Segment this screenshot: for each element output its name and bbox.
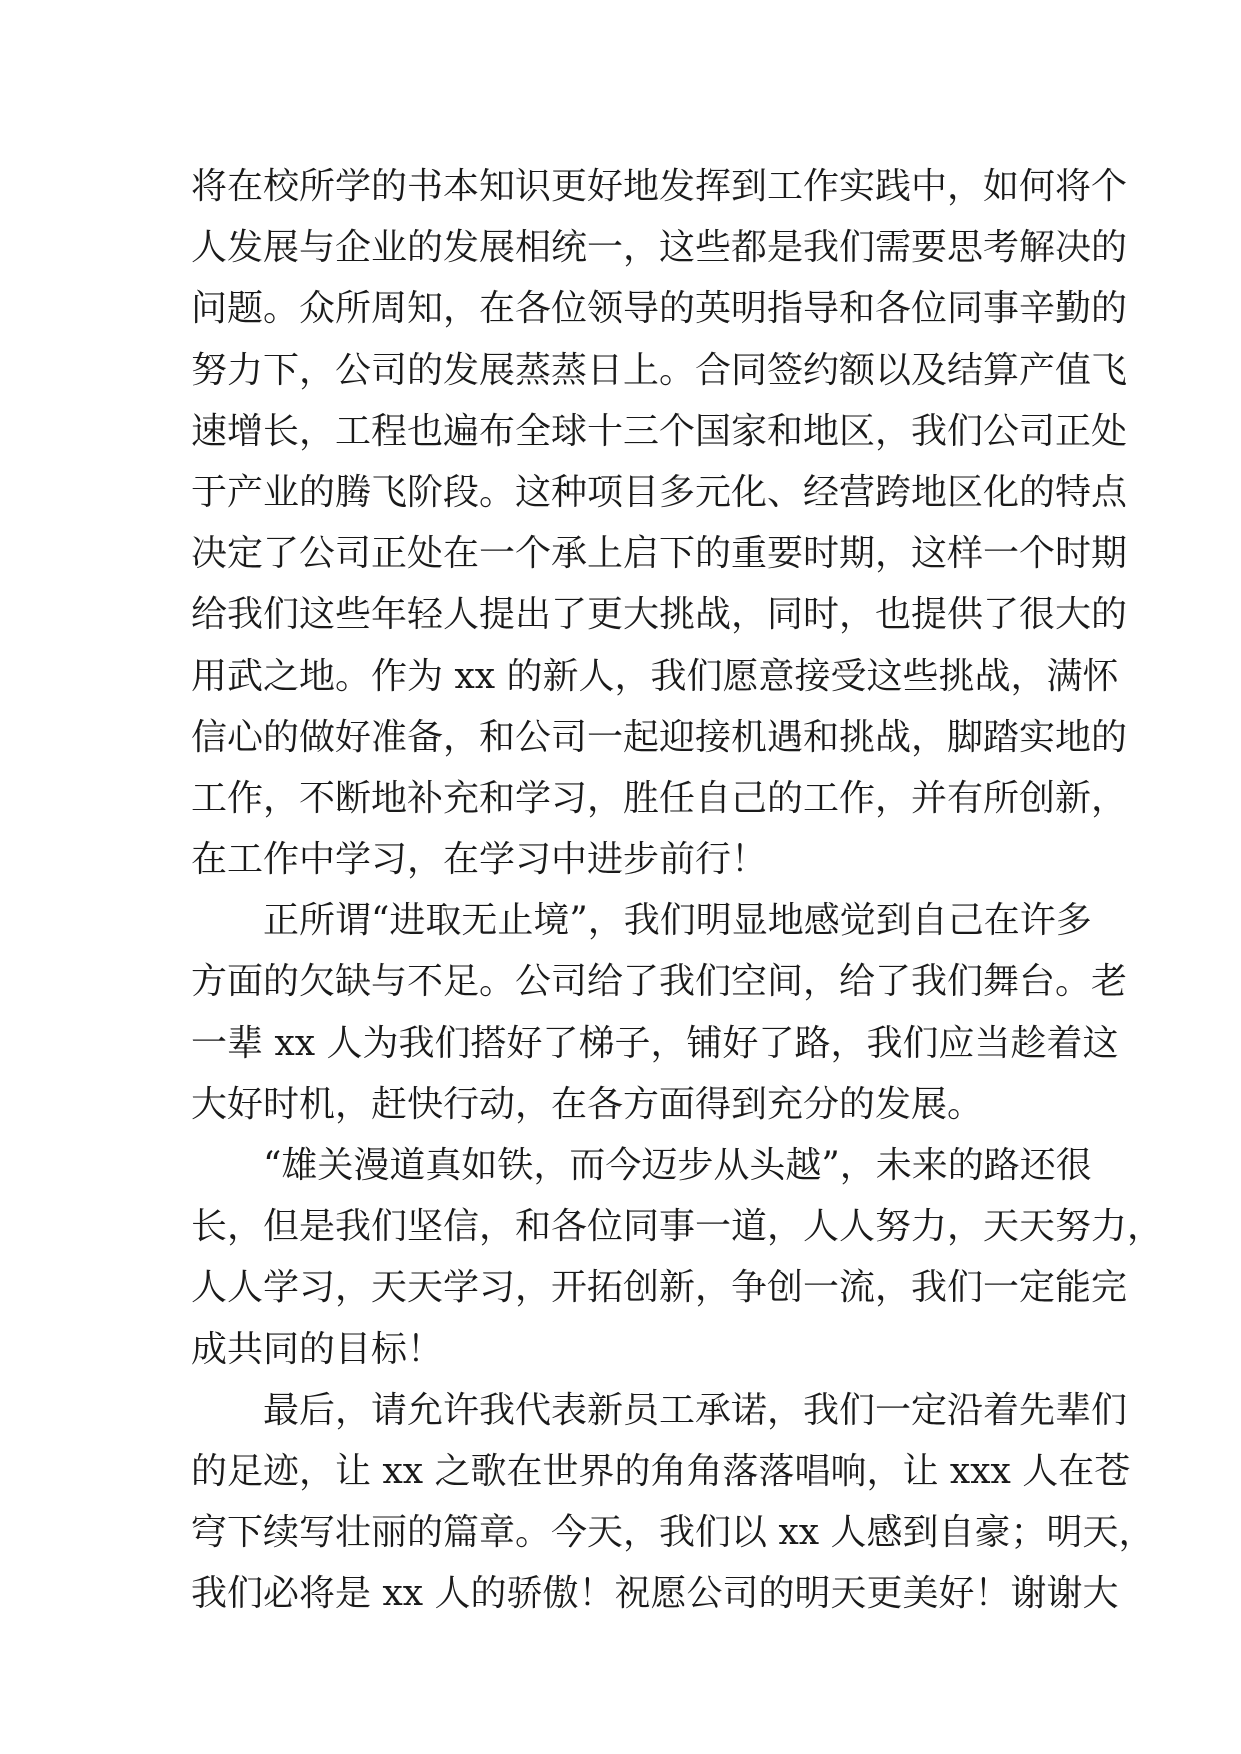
text-line: “雄关漫道真如铁，而今迈步从头越”，未来的路还很 [263, 1145, 1092, 1186]
text-line: 大好时机，赶快行动，在各方面得到充分的发展。 [191, 1083, 984, 1125]
paragraph-2 [191, 890, 1128, 1135]
text-line: 在工作中学习，在学习中进步前行！ [191, 839, 768, 881]
paragraph-1 [191, 156, 1128, 890]
text-line: 工作，不断地补充和学习，胜任自己的工作，并有所创新， [191, 777, 1128, 819]
text-line: 成共同的目标！ [191, 1328, 444, 1370]
text-line: 信心的做好准备，和公司一起迎接机遇和挑战，脚踏实地的 [191, 716, 1128, 758]
text-line: 人发展与企业的发展相统一，这些都是我们需要思考解决的 [191, 227, 1128, 269]
text-line: 用武之地。作为 xx 的新人，我们愿意接受这些挑战，满怀 [191, 655, 1119, 697]
text-line: 一辈 xx 人为我们搭好了梯子，铺好了路，我们应当趁着这 [191, 1022, 1119, 1064]
text-line: 将在校所学的书本知识更好地发挥到工作实践中，如何将个 [191, 166, 1128, 207]
text-line: 速增长，工程也遍布全球十三个国家和地区，我们公司正处 [191, 410, 1128, 452]
text-line: 于产业的腾飞阶段。这种项目多元化、经营跨地区化的特点 [191, 471, 1128, 513]
text-line: 我们必将是 xx 人的骄傲！祝愿公司的明天更美好！谢谢大 [191, 1573, 1119, 1615]
text-line: 决定了公司正处在一个承上启下的重要时期，这样一个时期 [191, 533, 1128, 575]
paragraph-3 [191, 1135, 1164, 1380]
text-line: 长，但是我们坚信，和各位同事一道，人人努力，天天努力， [191, 1206, 1164, 1248]
document-body [191, 156, 1164, 1625]
text-line: 方面的欠缺与不足。公司给了我们空间，给了我们舞台。老 [191, 961, 1128, 1003]
text-line: 努力下，公司的发展蒸蒸日上。合同签约额以及结算产值飞 [191, 349, 1128, 391]
text-line: 最后，请允许我代表新员工承诺，我们一定沿着先辈们 [263, 1389, 1128, 1431]
text-line: 给我们这些年轻人提出了更大挑战，同时，也提供了很大的 [191, 594, 1128, 636]
paragraph-4 [191, 1380, 1155, 1625]
text-line: 的足迹，让 xx 之歌在世界的角角落落唱响，让 xxx 人在苍 [191, 1450, 1131, 1492]
text-line: 正所谓“进取无止境”，我们明显地感觉到自己在许多 [263, 900, 1092, 942]
text-line: 人人学习，天天学习，开拓创新，争创一流，我们一定能完 [191, 1267, 1128, 1309]
text-line: 问题。众所周知，在各位领导的英明指导和各位同事辛勤的 [191, 288, 1128, 330]
text-line: 穹下续写壮丽的篇章。今天，我们以 xx 人感到自豪；明天， [191, 1512, 1155, 1554]
